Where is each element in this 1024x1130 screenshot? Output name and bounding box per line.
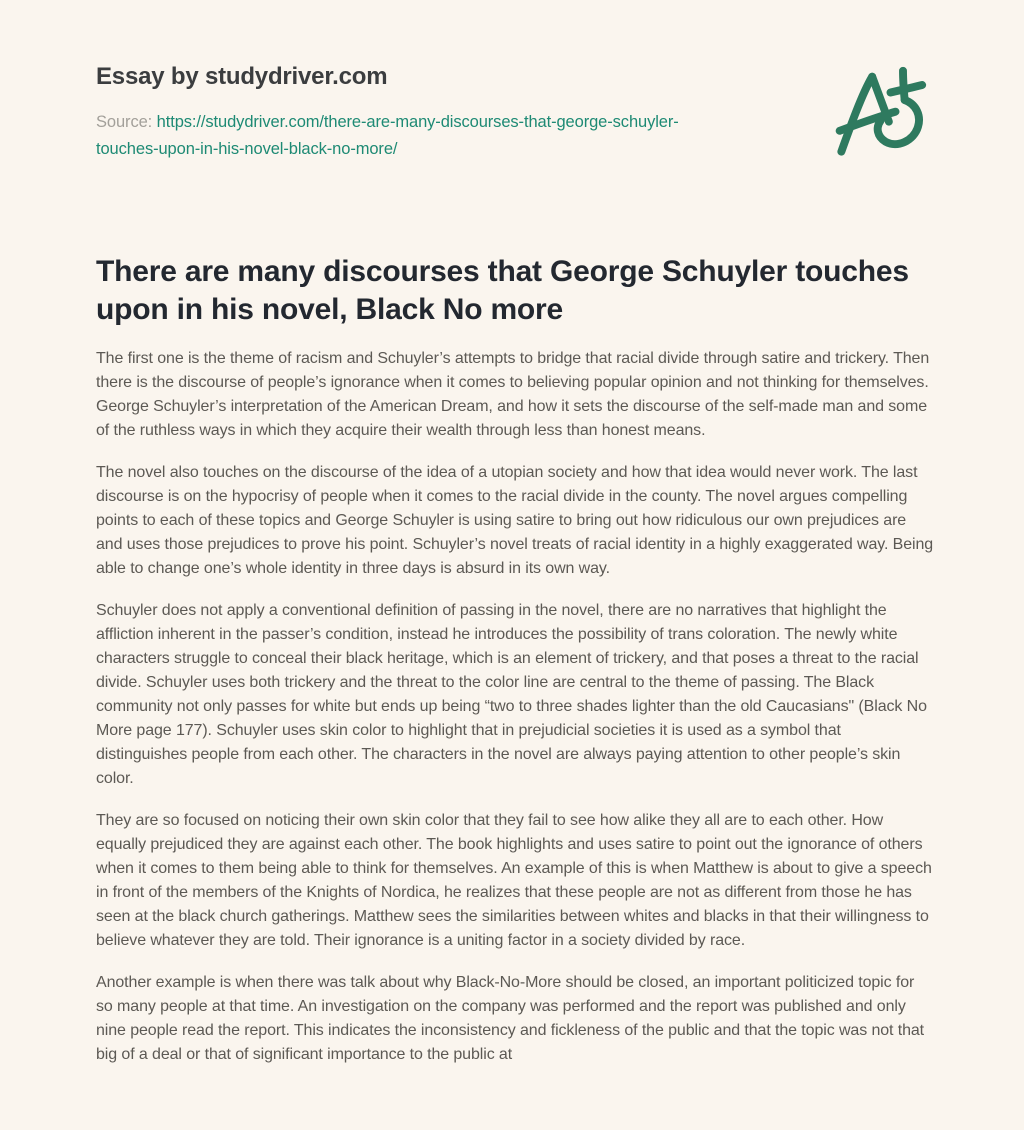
essay-body [96,347,934,1067]
studydriver-a-plus-logo-icon [828,64,928,166]
essay-paragraph-4: They are so focused on noticing their own skin color that they fail to see how alike they all are to each other. How equally prejudiced they are against each other. The book highlights and uses satire to point out the ignorance of others when it comes to them being able to think for themselves. An example of this is when Matthew is about to give a speech in front of the members of the Knights of Nordica, he realizes that these people are not as different from those he has seen at the black church gatherings. Matthew sees the similarities between whites and blacks in that their willingness to believe whatever they are told. Their ignorance is a uniting factor in a society divided by race. [96,812,932,949]
essay-paragraph-1: The first one is the theme of racism and Schuyler’s attempts to bridge that racial divide through satire and trickery. Then there is the discourse of people’s ignorance when it comes to believing popular opinion and not thinking for themselves. George Schuyler’s interpretation of the American Dream, and how it sets the discourse of the self-made man and some of the ruthless ways in which they acquire their wealth through less than honest means. [96,350,930,439]
essay-title: There are many discourses that George Schuyler touches upon in his novel, Black No more [96,255,909,326]
essay-paragraph-3: Schuyler does not apply a conventional definition of passing in the novel, there are no narratives that highlight the affliction inherent in the passer’s condition, instead he introduces the possibility of trans coloration. The newly white characters struggle to conceal their black heritage, which is an element of trickery, and that poses a threat to the racial divide. Schuyler uses both trickery and the threat to the color line are central to the theme of passing. The Black community not only passes for white but ends up being “two to three shades lighter than the old Caucasians" (Black No More page 177). Schuyler uses skin color to highlight that in prejudicial societies it is used as a symbol that distinguishes people from each other. The characters in the novel are always paying attention to other people’s skin color. [96,602,927,787]
page-title: Essay by studydriver.com [96,63,388,90]
document-header [96,62,932,163]
source-label: Source: [96,113,153,131]
essay-paragraph-5: Another example is when there was talk about why Black-No-More should be closed, an important politicized topic for so many people at that time. An investigation on the company was performed and the report was published and only nine people read the report. This indicates the inconsistency and fickleness of the public and that the topic was not that big of a deal or that of significant importance to the public at [96,974,925,1063]
essay-paragraph-2: The novel also touches on the discourse of the idea of a utopian society and how that idea would never work. The last discourse is on the hypocrisy of people when it comes to the racial divide in the county. The novel argues compelling points to each of these topics and George Schuyler is using satire to bring out how ridiculous our own prejudices are and uses those prejudices to prove his point. Schuyler’s novel treats of racial identity in a highly exaggerated way. Being able to change one’s whole identity in three days is absurd in its own way. [96,464,934,577]
source-line [96,109,736,163]
source-url-link[interactable]: https://studydriver.com/there-are-many-discourses-that-george-schuyler-touches-upon-in-his-novel-black-no-more/ [96,113,679,158]
